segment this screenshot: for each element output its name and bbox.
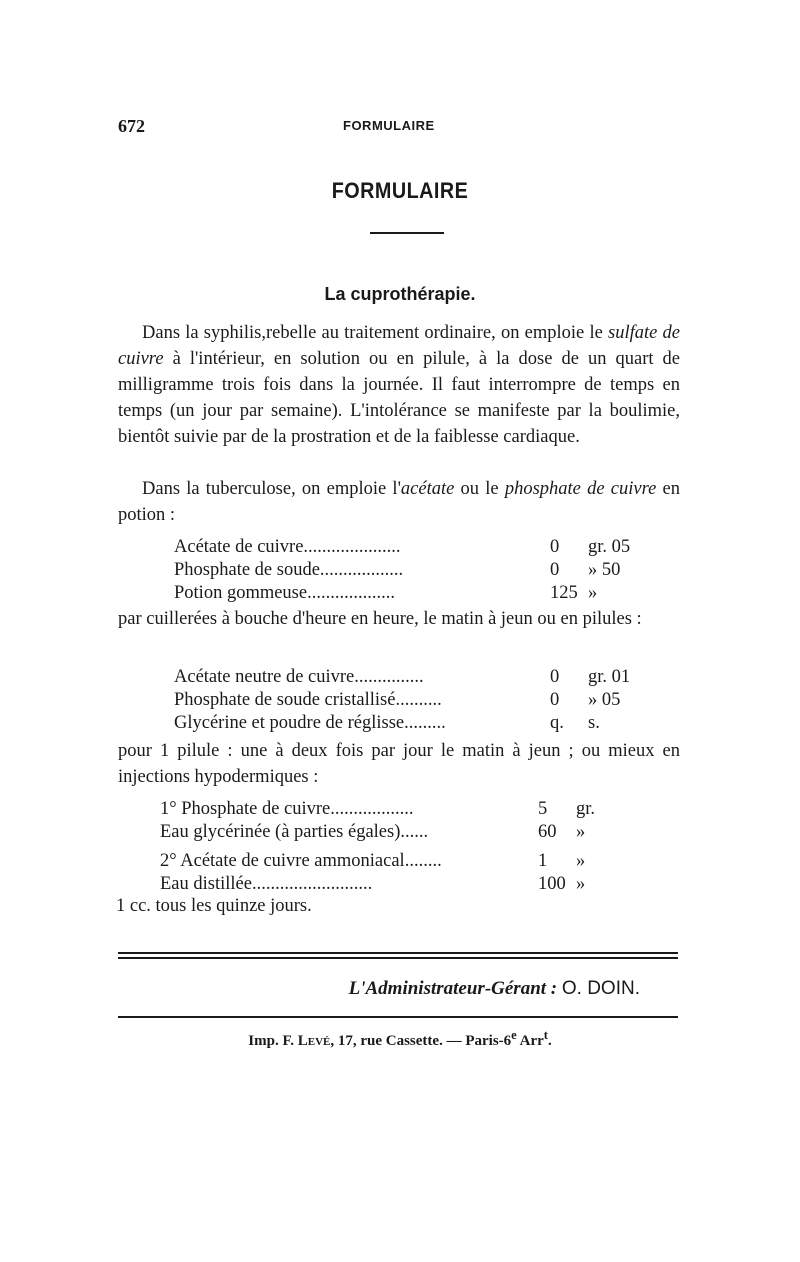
quantity — [538, 850, 585, 873]
unit: » 50 — [588, 560, 621, 580]
amount: 100 — [538, 874, 566, 894]
quantity — [550, 712, 600, 735]
paragraph-tuberculose: Dans la tuberculose, on emploie l'acétate ou le phosphate de cuivre en potion : — [118, 479, 680, 525]
amount: q. — [550, 713, 564, 733]
footer-rule — [118, 1016, 678, 1018]
quantity — [550, 559, 620, 582]
ingredient: Acétate neutre de cuivre............... — [174, 667, 424, 687]
amount: 1 — [538, 851, 548, 871]
ingredient: Phosphate de soude.................. — [174, 560, 404, 580]
quantity — [550, 536, 630, 559]
ingredient: Acétate de cuivre..................... — [174, 537, 401, 557]
paragraph-injections: pour 1 pilule : une à deux fois par jour le matin à jeun ; ou mieux en injections hypodermiques : — [118, 741, 680, 787]
signature-role: L'Administrateur-Gérant : — [348, 978, 558, 999]
unit: » — [588, 583, 598, 603]
ingredient: 1° Phosphate de cuivre.................. — [160, 799, 414, 819]
ingredient: Phosphate de soude cristallisé.......... — [174, 690, 442, 710]
unit: » — [576, 874, 586, 894]
quantity — [550, 689, 620, 712]
printer-imprint: Imp. F. Levé, 17, rue Cassette. — Paris-6e Arr$^t$. — [248, 1028, 552, 1049]
divider-rule — [118, 952, 678, 954]
amount: 5 — [538, 799, 548, 819]
ingredient: 2° Acétate de cuivre ammoniacal........ — [160, 851, 442, 871]
amount: 0 — [550, 690, 560, 710]
unit: gr. 01 — [588, 667, 631, 687]
amount: 0 — [550, 537, 560, 557]
signature — [0, 978, 640, 1000]
unit: » 05 — [588, 690, 621, 710]
page-number: 672 — [118, 116, 145, 136]
section-title: FORMULAIRE — [331, 178, 469, 203]
paragraph-syphilis: Dans la syphilis,rebelle au traitement ordinaire, on emploie le sulfate de cuivre à l'intérieur, en solution ou en pilule, à la dose de un quart de milligramme trois fois dans la journée. Il faut interrompre de temps en temps (un jour par semaine). L'intolérance se manifeste par la boulimie, bientôt suivie par de la prostration et de la faiblesse cardiaque. — [118, 323, 680, 447]
quantity — [550, 582, 597, 605]
quantity — [538, 873, 585, 896]
divider-rule — [118, 957, 678, 959]
amount: 0 — [550, 667, 560, 687]
ingredient: Potion gommeuse................... — [174, 583, 395, 603]
quantity — [538, 798, 595, 821]
unit: » — [576, 851, 586, 871]
quantity — [538, 821, 585, 844]
amount: 125 — [550, 583, 578, 603]
unit: » — [576, 822, 586, 842]
closing-line: 1 cc. tous les quinze jours. — [116, 896, 312, 916]
paragraph-pilules: par cuillerées à bouche d'heure en heure, le matin à jeun ou en pilules : — [118, 609, 642, 629]
subtitle: La cuprothérapie. — [324, 284, 476, 304]
running-title: FORMULAIRE — [343, 118, 435, 133]
italic-term: sulfate de cuivre — [118, 323, 680, 369]
quantity — [550, 666, 630, 689]
amount: 60 — [538, 822, 557, 842]
ingredient: Glycérine et poudre de réglisse......... — [174, 713, 446, 733]
title-rule — [370, 232, 444, 234]
unit: gr. 05 — [588, 537, 631, 557]
unit: s. — [588, 713, 600, 733]
ingredient: Eau distillée.......................... — [160, 874, 373, 894]
amount: 0 — [550, 560, 560, 580]
ingredient: Eau glycérinée (à parties égales)...... — [160, 822, 429, 842]
running-head — [118, 116, 678, 136]
signature-name: O. DOIN. — [561, 978, 640, 999]
unit: gr. — [576, 799, 596, 819]
